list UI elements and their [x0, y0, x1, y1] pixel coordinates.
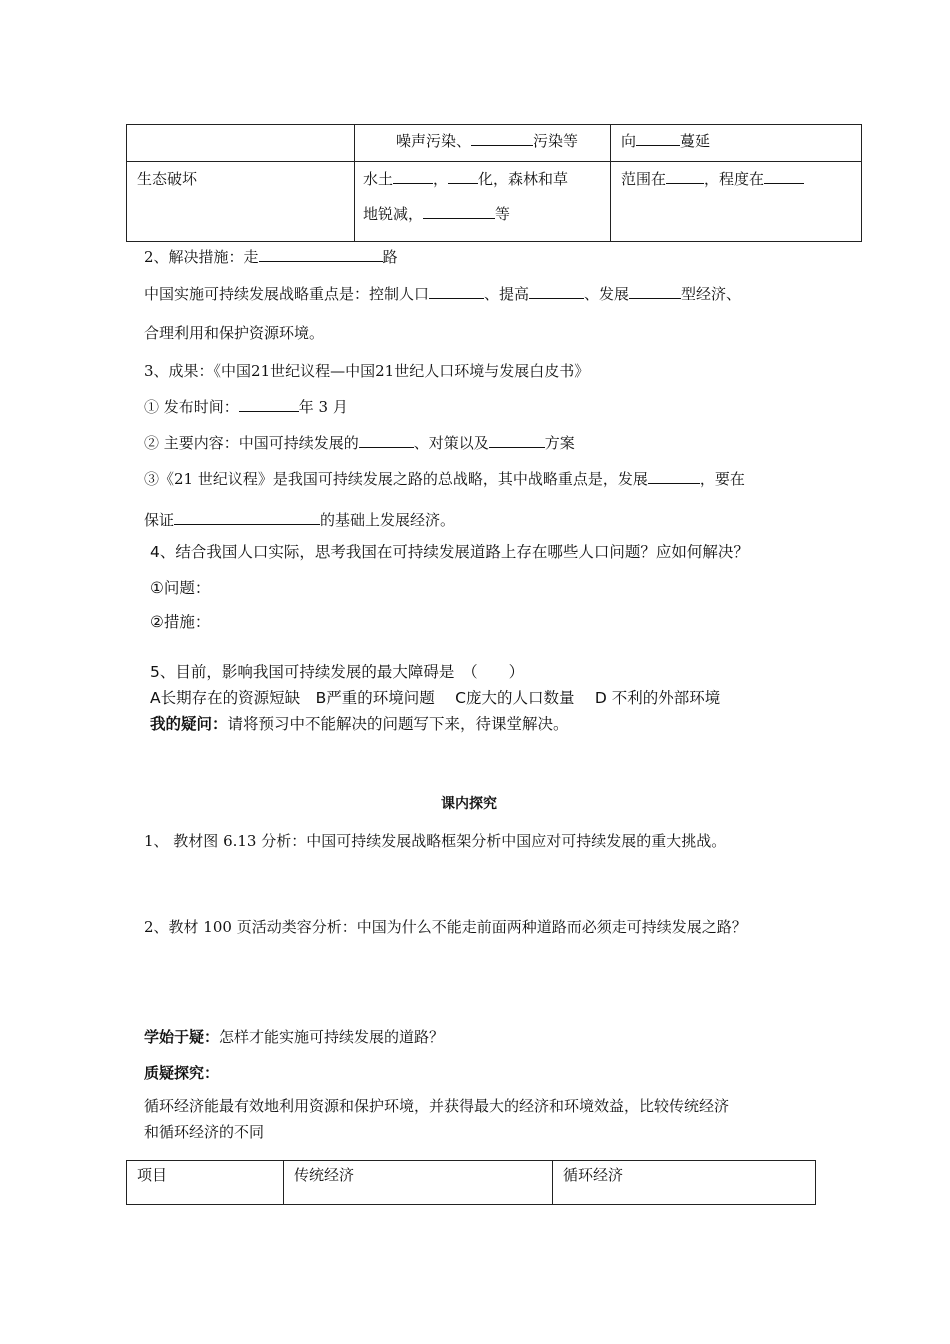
pollution-table [126, 124, 862, 242]
table-cell: 水土 ， 化，森林和草 地锐减， 等 [355, 162, 611, 242]
table-cell: 噪声污染、 污染等 [355, 125, 611, 162]
table-cell: 范围在 ，程度在 [611, 162, 862, 242]
agenda-line: ③《21 世纪议程》是我国可持续发展之路的总战略，其中战略重点是，发展 ，要在 [144, 470, 745, 488]
question-5: 5、目前，影响我国可持续发展的最大障碍是 （ ） [150, 663, 525, 681]
fill-blank[interactable] [764, 169, 804, 184]
problem-label: ①问题： [150, 579, 211, 597]
fill-blank[interactable] [423, 204, 495, 219]
table-header-cell: 传统经济 [284, 1161, 553, 1205]
question-5-options: A长期存在的资源短缺 B严重的环境问题 C庞大的人口数量 D 不利的外部环境 [150, 689, 721, 707]
fill-blank[interactable] [448, 169, 478, 184]
table-cell [127, 162, 355, 242]
question-4: 4、结合我国人口实际，思考我国在可持续发展道路上存在哪些人口问题？应如何解决？ [150, 543, 749, 561]
fill-blank[interactable] [471, 131, 533, 146]
table-header-cell: 项目 [127, 1161, 284, 1205]
strategy-line: 中国实施可持续发展战略重点是：控制人口 、提高 、发展 型经济、 [144, 285, 742, 303]
exploration-question-1: 1、 教材图 6.13 分析：中国可持续发展战略框架分析中国应对可持续发展的重大挑战。 [144, 832, 727, 850]
fill-blank[interactable] [393, 169, 433, 184]
strategy-line-2: 合理利用和保护资源环境。 [144, 324, 325, 342]
economy-comparison-table [126, 1160, 816, 1205]
results-title: 3、成果：《中国21世纪议程—中国21世纪人口环境与发展白皮书》 [144, 362, 590, 380]
table-cell: 向 蔓延 [611, 125, 862, 162]
fill-blank[interactable] [239, 397, 299, 412]
measures-line: 2、解决措施：走 路 [144, 248, 398, 266]
fill-blank[interactable] [666, 169, 704, 184]
agenda-line-2: 保证 的基础上发展经济。 [144, 511, 456, 529]
table-cell-empty [127, 125, 355, 162]
table-header-cell: 循环经济 [553, 1161, 816, 1205]
my-doubts: 我的疑问：请将预习中不能解决的问题写下来，待课堂解决。 [150, 715, 569, 733]
inquiry-title: 质疑探究： [144, 1064, 220, 1082]
fill-blank[interactable] [259, 247, 383, 262]
inquiry-paragraph-2: 和循环经济的不同 [144, 1123, 265, 1141]
fill-blank[interactable] [174, 510, 320, 525]
exploration-question-2: 2、教材 100 页活动类容分析：中国为什么不能走前面两种道路而必须走可持续发展之路？ [144, 918, 747, 936]
fill-blank[interactable] [636, 131, 680, 146]
fill-blank[interactable] [429, 284, 484, 299]
fill-blank[interactable] [529, 284, 584, 299]
row-label: 生态破坏 [137, 170, 198, 188]
fill-blank[interactable] [359, 433, 414, 448]
measure-label: ②措施： [150, 613, 211, 631]
publish-time: ① 发布时间： 年 3 月 [144, 398, 348, 416]
fill-blank[interactable] [648, 469, 700, 484]
learn-from-doubt: 学始于疑：怎样才能实施可持续发展的道路？ [144, 1028, 445, 1046]
main-content: ② 主要内容：中国可持续发展的 、对策以及 方案 [144, 434, 575, 452]
inquiry-paragraph-1: 循环经济能最有效地利用资源和保护环境，并获得最大的经济和环境效益，比较传统经济 [144, 1097, 730, 1115]
fill-blank[interactable] [629, 284, 681, 299]
section-heading: 课内探究 [441, 796, 497, 812]
fill-blank[interactable] [489, 433, 545, 448]
